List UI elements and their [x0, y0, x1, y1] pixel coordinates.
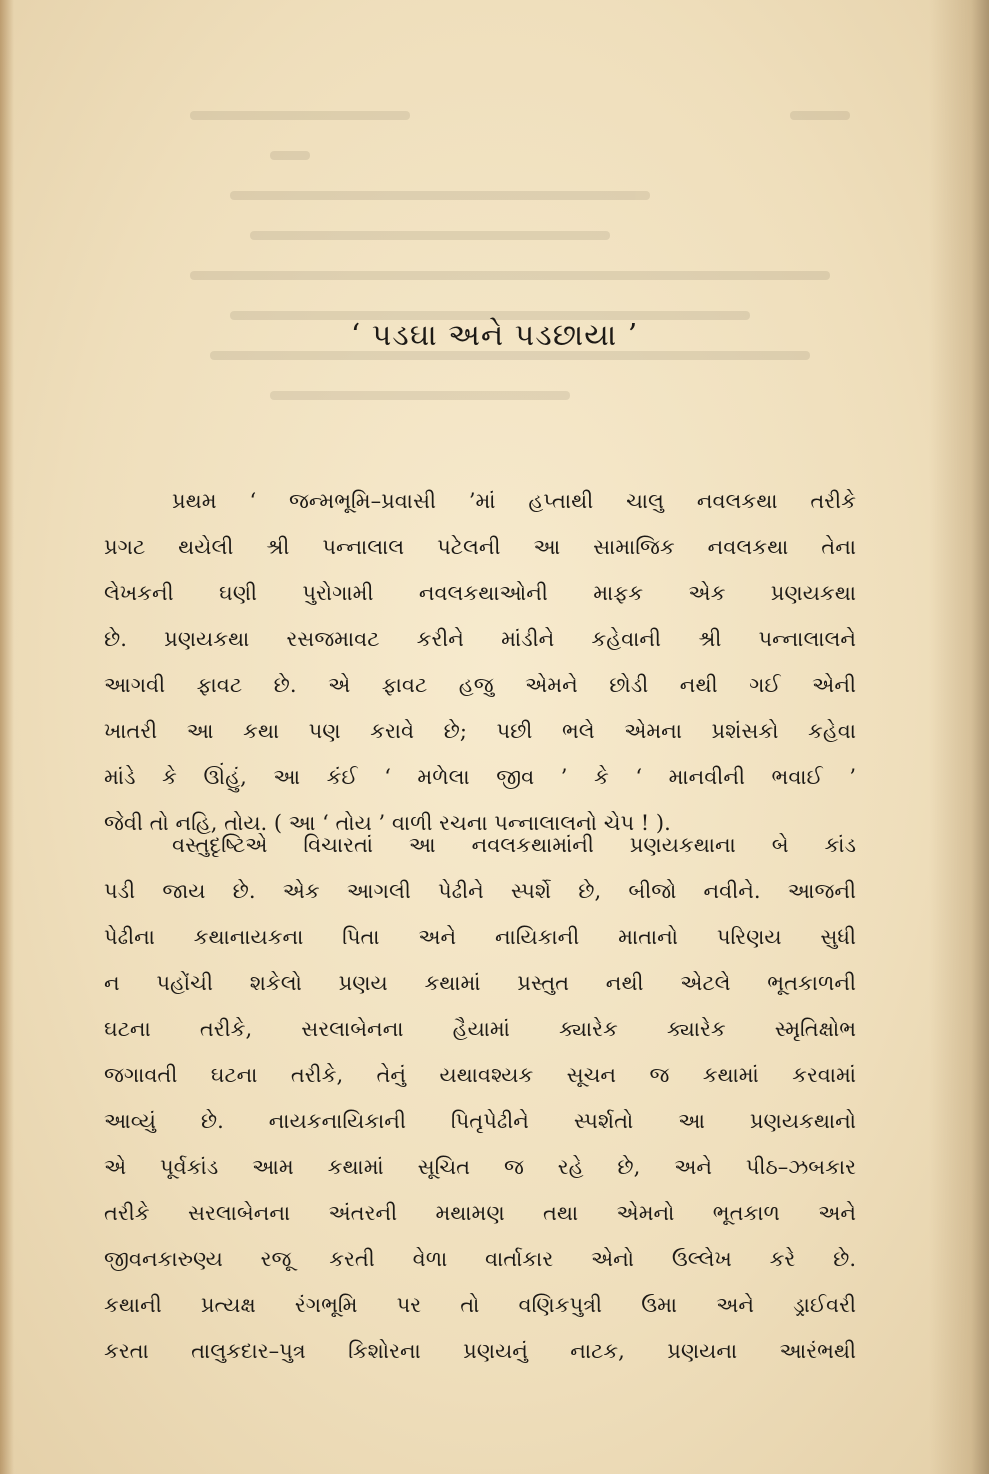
paragraph-1 — [104, 478, 856, 846]
text-line: માંડે કે ઊંહું, આ કંઈ ‘ મળેલા જીવ ’ કે ‘ માનવીની ભવાઈ ’ — [104, 765, 856, 789]
text-line: આવ્યું છે. નાયકનાયિકાની પિતૃપેઢીને સ્પર્શતો આ પ્રણયકથાનો — [104, 1109, 856, 1133]
chapter-title: ‘ પડઘા અને પડછાયા ’ — [350, 318, 639, 353]
show-through-text — [110, 95, 870, 475]
text-line: ઘટના તરીકે, સરલાબેનના હૈયામાં ક્યારેક ક્યારેક સ્મૃતિક્ષોભ — [104, 1017, 856, 1041]
text-line: જીવનકારુણ્ય રજૂ કરતી વેળા વાર્તાકાર એનો ઉલ્લેખ કરે છે. — [104, 1247, 856, 1271]
text-line: ખાતરી આ કથા પણ કરાવે છે; પછી ભલે એમના પ્રશંસકો કહેવા — [104, 719, 856, 743]
text-line: વસ્તુદૃષ્ટિએ વિચારતાં આ નવલકથામાંની પ્રણયકથાના બે કાંડ — [172, 833, 856, 857]
text-line: જગાવતી ઘટના તરીકે, તેનું યથાવશ્યક સૂચન જ કથામાં કરવામાં — [104, 1063, 856, 1087]
text-line: પ્રથમ ‘ જન્મભૂમિ–પ્રવાસી ’માં હપ્તાથી ચાલુ નવલકથા તરીકે — [172, 489, 856, 513]
text-line: એ પૂર્વકાંડ આમ કથામાં સૂચિત જ રહે છે, અને પીઠ–ઝબકાર — [104, 1155, 856, 1179]
paragraph-2 — [104, 822, 856, 1374]
text-line: લેખકની ઘણી પુરોગામી નવલકથાઓની માફક એક પ્રણયકથા — [104, 581, 856, 605]
text-line: પ્રગટ થયેલી શ્રી પન્નાલાલ પટેલની આ સામાજિક નવલકથા તેના — [104, 535, 856, 559]
text-line: પડી જાય છે. એક આગલી પેઢીને સ્પર્શે છે, બીજો નવીને. આજની — [104, 879, 856, 903]
text-line: તરીકે સરલાબેનના અંતરની મથામણ તથા એમનો ભૂતકાળ અને — [104, 1201, 856, 1225]
text-line: જેવી તો નહિ, તોય. ( આ ‘ તોય ’ વાળી રચના પન્નાલાલનો ચેપ ! ). — [104, 811, 671, 835]
text-line: કથાની પ્રત્યક્ષ રંગભૂમિ પર તો વણિકપુત્રી ઉમા અને ડ્રાઈવરી — [104, 1293, 856, 1317]
page-spine-shadow — [929, 0, 989, 1474]
page-left-edge — [0, 0, 14, 1474]
text-line: છે. પ્રણયકથા રસજમાવટ કરીને માંડીને કહેવાની શ્રી પન્નાલાલને — [104, 627, 856, 651]
text-line: ન પહોંચી શકેલો પ્રણય કથામાં પ્રસ્તુત નથી એટલે ભૂતકાળની — [104, 971, 856, 995]
text-line: કરતા તાલુકદાર–પુત્ર કિશોરના પ્રણયનું નાટક, પ્રણયના આરંભથી — [104, 1339, 856, 1363]
text-line: પેઢીના કથાનાયકના પિતા અને નાયિકાની માતાનો પરિણય સુધી — [104, 925, 856, 949]
text-line: આગવી ફાવટ છે. એ ફાવટ હજુ એમને છોડી નથી ગઈ એની — [104, 673, 856, 697]
